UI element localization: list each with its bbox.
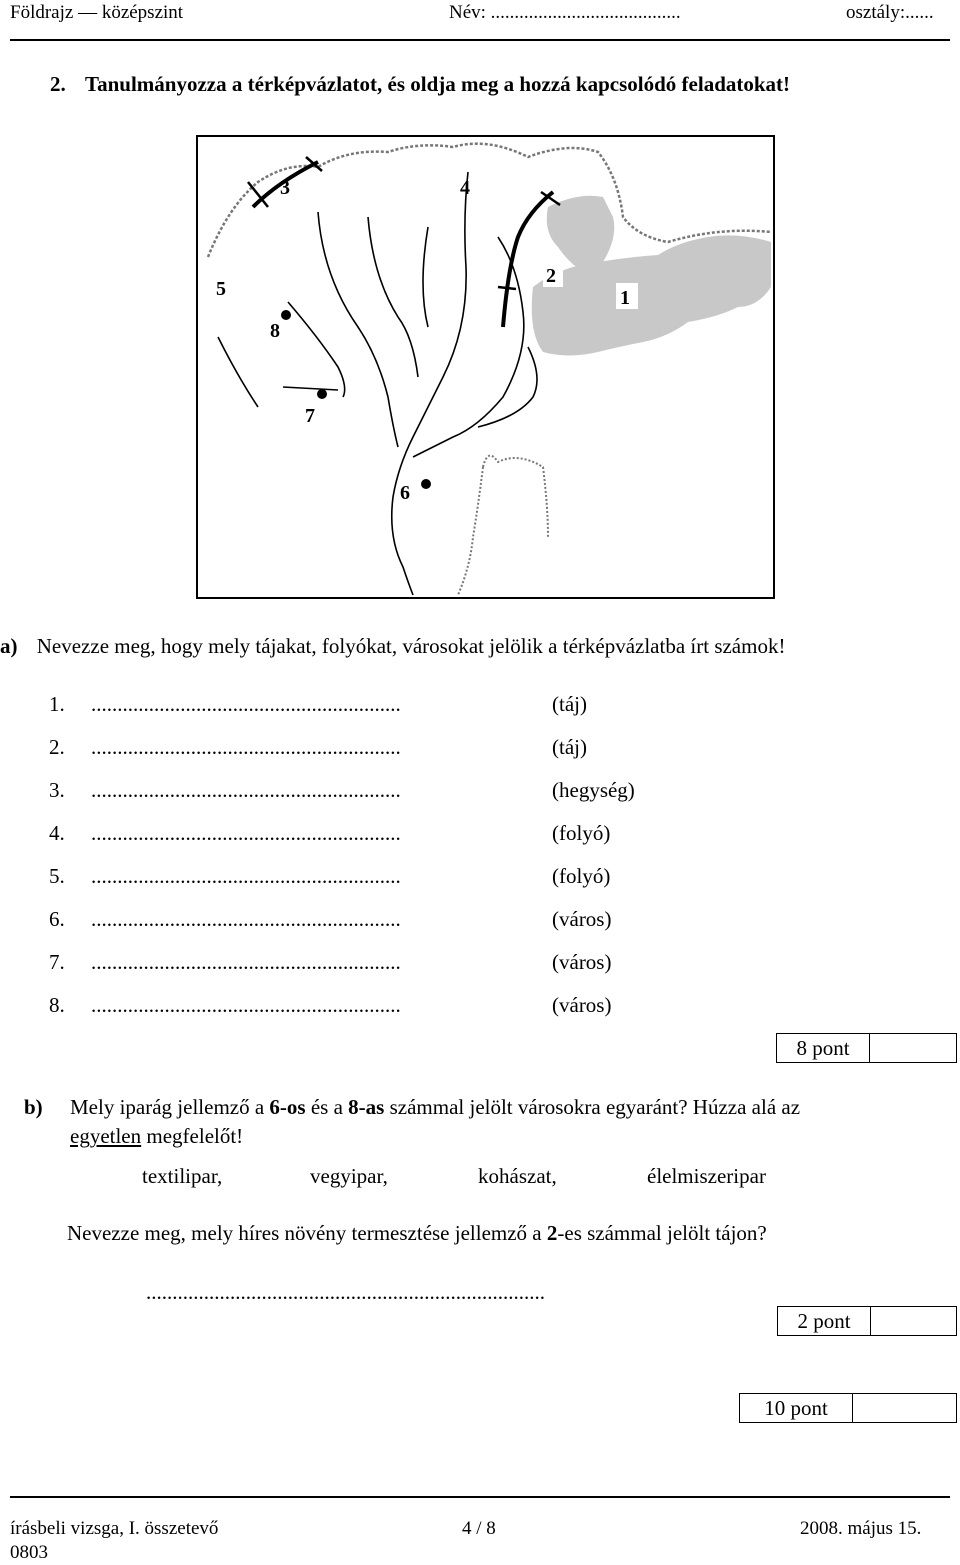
region-2-shape [547,196,615,272]
score-box-a [776,1033,957,1063]
answer-kind: (folyó) [552,821,611,845]
score-box-b [777,1306,957,1336]
answer-number: 1. [49,692,65,716]
score-entry[interactable] [870,1034,956,1062]
part-b-question-2 [67,1221,767,1246]
answer-kind: (város) [552,950,612,974]
map-label-6: 6 [400,482,410,504]
answer-number: 8. [49,993,65,1017]
option-elelmiszeripar[interactable]: élelmiszeripar [647,1164,766,1188]
answer-dots[interactable]: ........................................................... [91,907,401,931]
answer-kind: (város) [552,907,612,931]
answer-dots[interactable]: ........................................................... [91,993,401,1017]
q1-underlined: egyetlen [70,1124,142,1148]
map-label-5: 5 [216,278,226,300]
option-vegyipar[interactable]: vegyipar, [310,1164,388,1188]
answer-number: 4. [49,821,65,845]
question-title-text: Tanulmányozza a térképvázlatot, és oldja meg a hozzá kapcsolódó feladatokat! [85,72,791,96]
q1-bold-8: 8-as [348,1095,385,1119]
answer-kind: (város) [552,993,612,1017]
option-kohaszat[interactable]: kohászat, [478,1164,557,1188]
map-sketch [196,135,775,599]
map-label-4: 4 [460,177,470,199]
q2-text: -es számmal jelölt tájon? [557,1221,767,1245]
q1-bold-6: 6-os [269,1095,306,1119]
answer-number: 2. [49,735,65,759]
map-label-1: 1 [620,287,630,309]
map-label-8: 8 [270,320,280,342]
answer-line-b[interactable]: ............................................................................ [146,1280,545,1304]
header-rule [10,39,950,41]
score-entry[interactable] [853,1394,956,1422]
q2-text: Nevezze meg, mely híres növény termesztése jellemző a [67,1221,547,1245]
answer-dots[interactable]: ........................................................... [91,692,401,716]
answer-number: 3. [49,778,65,802]
score-entry[interactable] [871,1307,956,1335]
border-line [208,144,771,257]
border-line-south [458,456,548,595]
part-a-prompt [0,634,785,659]
part-b-letter: b) [24,1095,43,1119]
footer-rule [10,1496,950,1498]
map-label-7: 7 [305,405,315,427]
answer-dots[interactable]: ........................................................... [91,864,401,888]
answer-dots[interactable]: ........................................................... [91,778,401,802]
map-label-3: 3 [280,177,290,199]
q1-text: Mely iparág jellemző a [70,1095,270,1119]
score-label: 8 pont [777,1034,870,1062]
answer-kind: (hegység) [552,778,635,802]
city-7-dot [317,389,327,399]
part-a-prompt-text: Nevezze meg, hogy mely tájakat, folyókat, városokat jelölik a térképvázlatba írt számok! [36,634,786,658]
city-6-dot [421,479,431,489]
answer-number: 7. [49,950,65,974]
river-network [218,172,537,595]
answer-kind: (folyó) [552,864,611,888]
header-subject: Földrajz — középszint [10,2,184,23]
header-class-field: osztály:...... [846,2,934,23]
part-b-question-line2 [70,1124,243,1149]
answer-dots[interactable]: ........................................................... [91,950,401,974]
mountain-lines [253,162,553,327]
score-label: 2 pont [778,1307,871,1335]
score-box-total [739,1393,957,1423]
city-8-dot [281,310,291,320]
footer-page: 4 / 8 [462,1518,496,1539]
answer-kind: (táj) [552,735,587,759]
answer-kind: (táj) [552,692,587,716]
q1-text: és a [305,1095,349,1119]
score-label: 10 pont [740,1394,853,1422]
footer-exam-label: írásbeli vizsga, I. összetevő [10,1518,219,1539]
question-number: 2. [50,72,66,96]
q1-text: megfelelőt! [141,1124,244,1148]
part-a-letter: a) [0,634,18,658]
answer-number: 5. [49,864,65,888]
part-b-question-line1 [70,1095,800,1120]
footer-code: 0803 [10,1542,48,1563]
question-title [50,72,790,97]
part-b-question [24,1095,43,1120]
q1-text: számmal jelölt városokra egyaránt? Húzza alá az [384,1095,801,1119]
option-textilipar[interactable]: textilipar, [142,1164,223,1188]
footer-date: 2008. május 15. [800,1518,922,1539]
answer-number: 6. [49,907,65,931]
answer-dots[interactable]: ........................................................... [91,735,401,759]
header-name-field: Név: ........................................ [449,2,681,23]
q2-bold-2: 2 [546,1221,558,1245]
map-drawing [198,137,773,597]
map-label-2: 2 [546,265,556,287]
answer-dots[interactable]: ........................................................... [91,821,401,845]
